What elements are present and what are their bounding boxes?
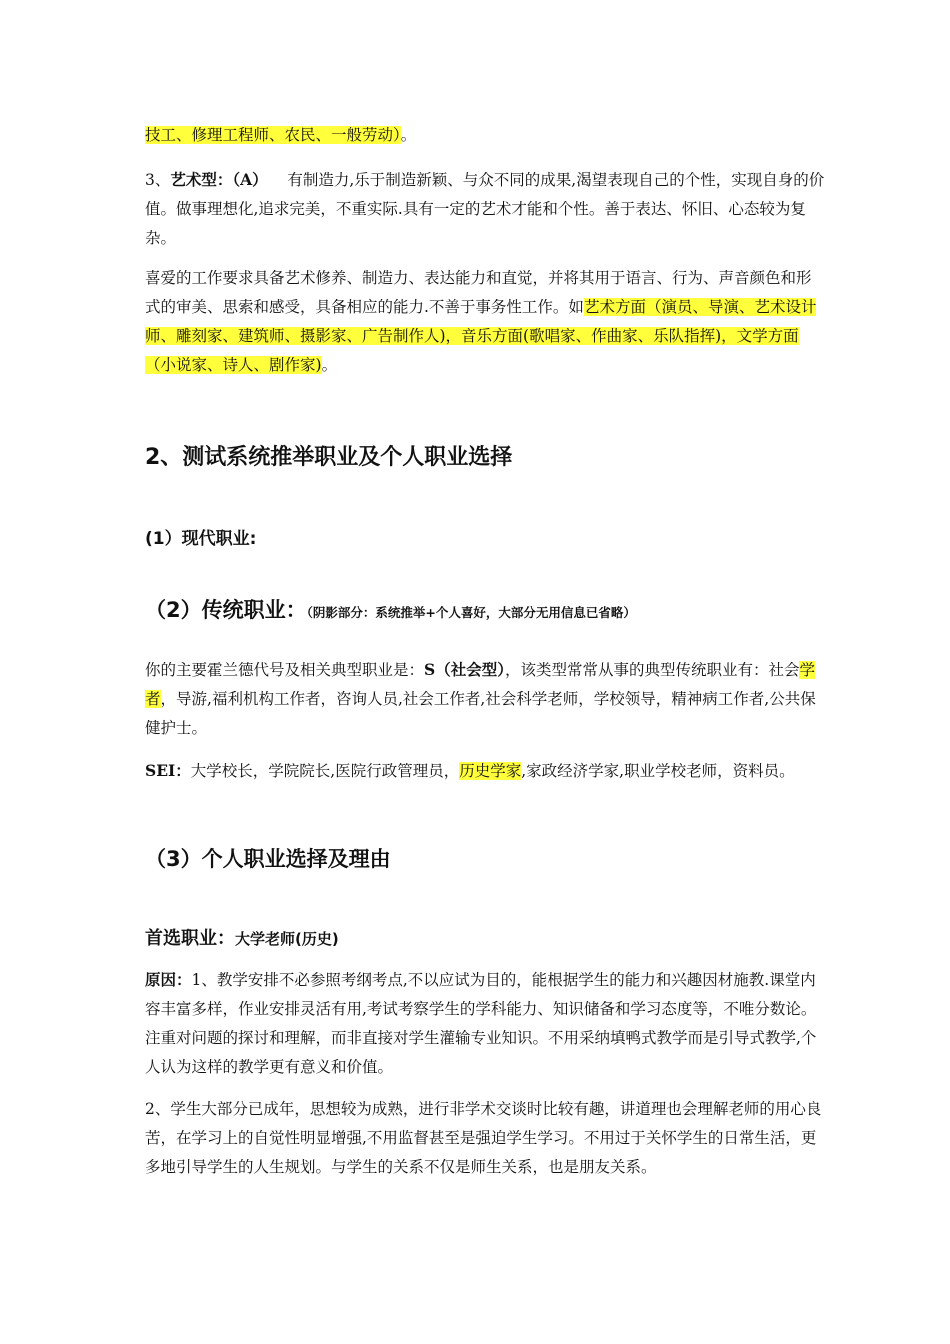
reason-label: 原因：: [145, 970, 192, 989]
paragraph-reason-1: 原因：1、教学安排不必参照考纲考点,不以应试为目的，能根据学生的能力和兴趣因材施教.课堂内容丰富多样，作业安排灵活有用,考试考察学生的学科能力、知识储备和学习态度等，不唯分数论。注重对问题的探讨和理解，而非直接对学生灌输专业知识。不用采纳填鸭式教学而是引导式教学,个人认为这样的教学更有意义和价值。: [145, 970, 817, 1076]
first-choice-value: 大学老师(历史): [235, 930, 339, 948]
paragraph-artistic-type: 3、艺术型：（A） 有制造力,乐于制造新颖、与众不同的成果,渴望表现自己的个性，实现自身的价值。做事理想化,追求完美，不重实际.具有一定的艺术才能和个性。善于表达、怀旧、心态较为复杂。: [145, 170, 825, 247]
paragraph-reason-2: 2、学生大部分已成年，思想较为成熟，进行非学术交谈时比较有趣，讲道理也会理解老师的用心良苦，在学习上的自觉性明显增强,不用监督甚至是强迫学生学习。不用过于关怀学生的日常生活，更多地引导学生的人生规划。与学生的关系不仅是师生关系，也是朋友关系。: [145, 1100, 822, 1176]
holland-code: S（社会型）: [424, 660, 505, 679]
paragraph-continuation: 技工、修理工程师、农民、一般劳动）。: [145, 126, 417, 144]
traditional-jobs-title: （2）传统职业：: [145, 598, 307, 622]
first-choice-label: 首选职业：: [145, 928, 235, 949]
artistic-type-label: 艺术型：（A）: [170, 170, 268, 189]
heading-modern-jobs: (1）现代职业:: [145, 529, 257, 549]
heading-traditional-jobs: [145, 594, 825, 624]
highlight-scholar: 学者: [145, 661, 815, 708]
paragraph-sei: SEI：大学校长，学院院长,医院行政管理员，历史学家,家政经济学家,职业学校老师，资料员。: [145, 761, 795, 780]
section-heading-3: （3）个人职业选择及理由: [145, 847, 391, 871]
sei-label: SEI：: [145, 761, 191, 780]
paragraph-artistic-work: 喜爱的工作要求具备艺术修养、制造力、表达能力和直觉，并将其用于语言、行为、声音颜色和形式的审美、思索和感受，具备相应的能力.不善于事务性工作。如艺术方面（演员、导演、艺术设计师、雕刻家、建筑师、摄影家、广告制作人)，音乐方面(歌唱家、作曲家、乐队指挥)，文学方面（小说家、诗人、剧作家)。: [145, 269, 817, 374]
highlight-historian: 历史学家: [459, 762, 522, 780]
highlight-art-jobs: 艺术方面（演员、导演、艺术设计师、雕刻家、建筑师、摄影家、广告制作人)，音乐方面(歌唱家、作曲家、乐队指挥)，文学方面（小说家、诗人、剧作家): [145, 298, 817, 374]
section-heading-2: 2、测试系统推举职业及个人职业选择: [145, 445, 513, 470]
traditional-jobs-note: （阴影部分：系统推举+个人喜好，大部分无用信息已省略）: [306, 605, 636, 620]
first-choice-line: [145, 924, 825, 950]
paragraph-holland-code: 你的主要霍兰德代号及相关典型职业是：S（社会型），该类型常常从事的典型传统职业有：社会学者，导游,福利机构工作者，咨询人员,社会工作者,社会科学老师，学校领导，精神病工作者,公共保健护士。: [145, 660, 816, 737]
highlight-jobs: 技工、修理工程师、农民、一般劳动）: [145, 126, 401, 144]
